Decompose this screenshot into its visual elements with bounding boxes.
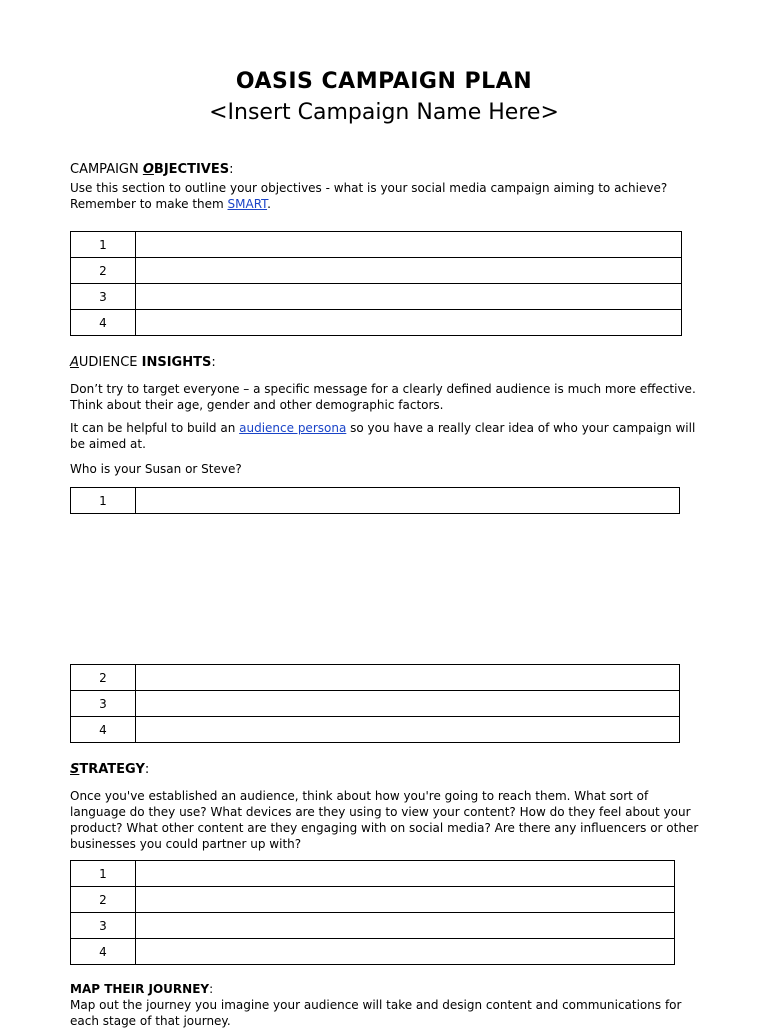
strategy-heading-colon: :: [144, 762, 150, 777]
audience-paragraph-2: [70, 420, 702, 452]
table-row: [71, 887, 675, 913]
row-number: 3: [71, 691, 136, 717]
objectives-description: [70, 180, 710, 212]
strategy-cell[interactable]: [136, 939, 675, 965]
audience-paragraph-2-after: so you have a really clear idea of who your campaign will be aimed at.: [70, 421, 696, 451]
strategy-heading: [70, 762, 149, 777]
table-row: [71, 913, 675, 939]
smart-link[interactable]: SMART: [227, 197, 268, 211]
audience-paragraph-3: Who is your Susan or Steve?: [70, 462, 242, 476]
table-row: [71, 310, 682, 336]
objectives-heading-rest: BJECTIVES: [153, 162, 230, 177]
table-row: [71, 488, 680, 514]
objectives-heading: [70, 162, 234, 177]
audience-heading-bold: INSIGHTS: [141, 355, 212, 370]
row-number: 2: [71, 258, 136, 284]
audience-persona-link[interactable]: audience persona: [239, 421, 347, 435]
objectives-heading-colon: :: [229, 162, 234, 177]
objectives-line-2-before: Remember to make them: [70, 197, 228, 211]
row-number: 3: [71, 284, 136, 310]
audience-heading-mid: UDIENCE: [78, 355, 142, 370]
audience-cell[interactable]: [136, 488, 680, 514]
journey-heading: [70, 981, 710, 997]
objective-cell[interactable]: [136, 310, 682, 336]
audience-cell[interactable]: [136, 717, 680, 743]
objectives-heading-prefix: CAMPAIGN: [70, 162, 143, 177]
row-number: 1: [71, 232, 136, 258]
table-row: [71, 939, 675, 965]
table-row: [71, 717, 680, 743]
row-number: 2: [71, 665, 136, 691]
objectives-heading-letter: O: [142, 162, 154, 177]
objectives-line-2-after: .: [267, 197, 271, 211]
audience-paragraph-2-before: It can be helpful to build an: [70, 421, 240, 435]
audience-heading-colon: :: [211, 355, 216, 370]
strategy-table: [70, 860, 675, 965]
audience-heading: [70, 355, 216, 370]
document-title: OASIS CAMPAIGN PLAN: [235, 69, 533, 94]
strategy-heading-rest: TRATEGY: [79, 762, 145, 777]
objective-cell[interactable]: [136, 232, 682, 258]
objective-cell[interactable]: [136, 284, 682, 310]
audience-cell[interactable]: [136, 665, 680, 691]
objectives-table: [70, 231, 682, 336]
table-row: [71, 665, 680, 691]
row-number: 4: [71, 717, 136, 743]
audience-table-2: [70, 664, 680, 743]
table-row: [71, 258, 682, 284]
table-row: [71, 232, 682, 258]
row-number: 4: [71, 310, 136, 336]
journey-heading-colon: :: [209, 982, 214, 996]
table-row: [71, 284, 682, 310]
row-number: 3: [71, 913, 136, 939]
table-row: [71, 861, 675, 887]
audience-heading-letter: A: [70, 355, 79, 370]
campaign-name-placeholder: <Insert Campaign Name Here>: [209, 100, 559, 125]
strategy-paragraph: Once you've established an audience, think about how you're going to reach them. What sort of language do they use? What devices are they using to view your content? How do they feel about your product? What other content are they engaging with on social media? Are there any influencers or other businesses you could partner up with?: [70, 789, 699, 851]
strategy-heading-letter: S: [70, 762, 80, 777]
row-number: 1: [71, 861, 136, 887]
strategy-cell[interactable]: [136, 913, 675, 939]
journey-paragraph: Map out the journey you imagine your audience will take and design content and communications for each stage of that journey.: [70, 998, 682, 1028]
audience-table-1: [70, 487, 680, 514]
row-number: 4: [71, 939, 136, 965]
strategy-cell[interactable]: [136, 861, 675, 887]
row-number: 1: [71, 488, 136, 514]
strategy-cell[interactable]: [136, 887, 675, 913]
journey-heading-text: MAP THEIR JOURNEY: [70, 982, 210, 996]
table-row: [71, 691, 680, 717]
objectives-line-1: Use this section to outline your objectives - what is your social media campaign aiming to achieve?: [70, 181, 668, 195]
objective-cell[interactable]: [136, 258, 682, 284]
objectives-line-2: [70, 196, 710, 212]
row-number: 2: [71, 887, 136, 913]
audience-cell[interactable]: [136, 691, 680, 717]
audience-paragraph-1: Don’t try to target everyone – a specific message for a clearly defined audience is much more effective. Think about their age, gender and other demographic factors.: [70, 382, 696, 412]
